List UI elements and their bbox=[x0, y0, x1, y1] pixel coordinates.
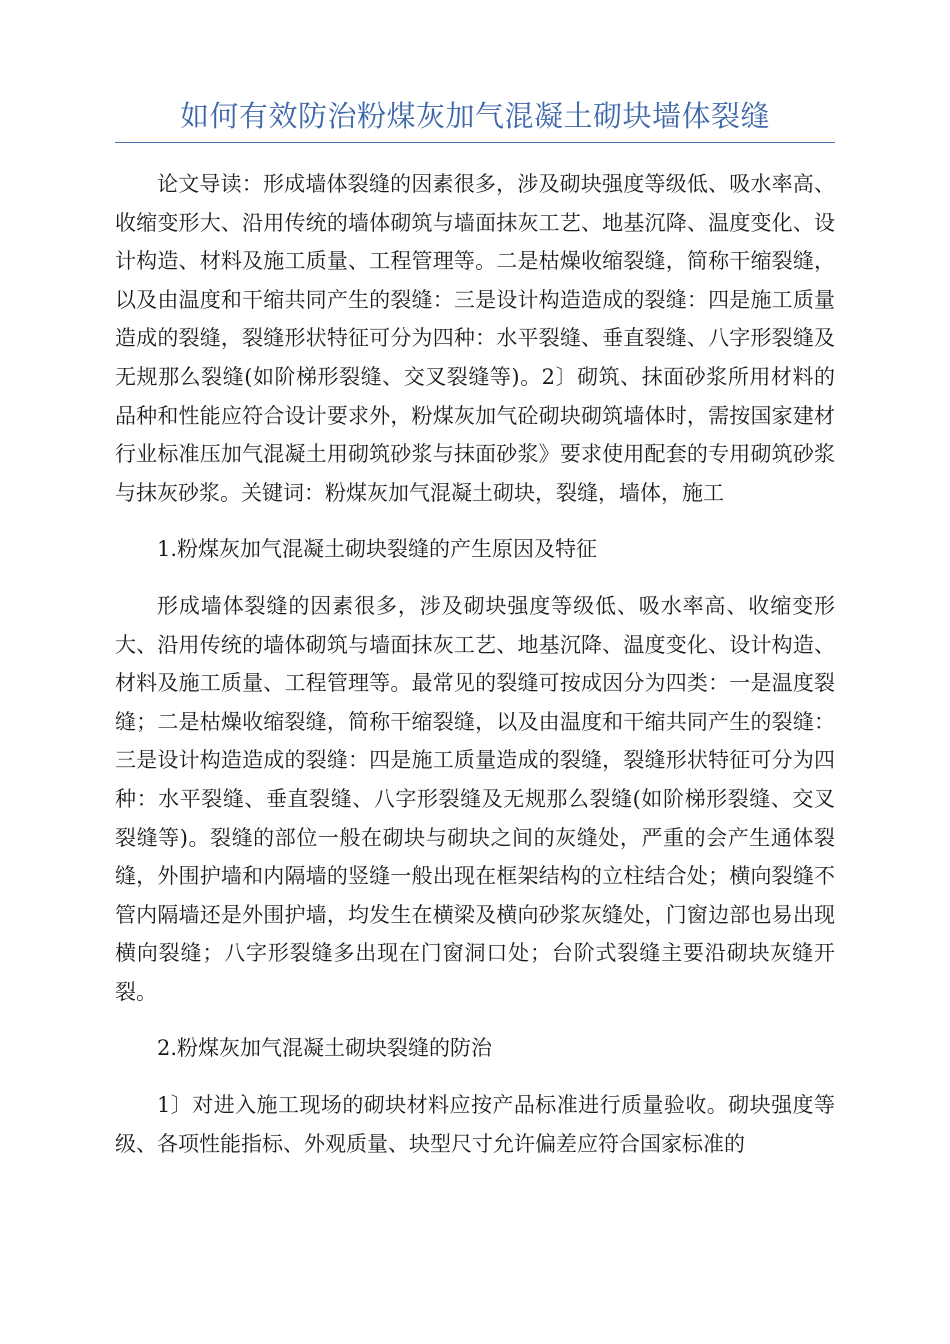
abstract-paragraph: 论文导读：形成墙体裂缝的因素很多，涉及砌块强度等级低、吸水率高、收缩变形大、沿用传统的墙体砌筑与墙面抹灰工艺、地基沉降、温度变化、设计构造、材料及施工质量、工程管理等。二是枯燥收缩裂缝，简称干缩裂缝，以及由温度和干缩共同产生的裂缝：三是设计构造造成的裂缝：四是施工质量造成的裂缝，裂缝形状特征可分为四种：水平裂缝、垂直裂缝、八字形裂缝及无规那么裂缝(如阶梯形裂缝、交叉裂缝等)。2〕砌筑、抹面砂浆所用材料的品种和性能应符合设计要求外，粉煤灰加气砼砌块砌筑墙体时，需按国家建材行业标准压加气混凝土用砌筑砂浆与抹面砂浆》要求使用配套的专用砌筑砂浆与抹灰砂浆。关键词：粉煤灰加气混凝土砌块，裂缝，墙体，施工 bbox=[115, 172, 835, 505]
body-paragraph: 形成墙体裂缝的因素很多，涉及砌块强度等级低、吸水率高、收缩变形大、沿用传统的墙体砌筑与墙面抹灰工艺、地基沉降、温度变化、设计构造、材料及施工质量、工程管理等。最常见的裂缝可按成因分为四类：一是温度裂缝；二是枯燥收缩裂缝，简称干缩裂缝，以及由温度和干缩共同产生的裂缝：三是设计构造造成的裂缝：四是施工质量造成的裂缝，裂缝形状特征可分为四种：水平裂缝、垂直裂缝、八字形裂缝及无规那么裂缝(如阶梯形裂缝、交叉裂缝等)。裂缝的部位一般在砌块与砌块之间的灰缝处，严重的会产生通体裂缝，外围护墙和内隔墙的竖缝一般出现在框架结构的立柱结合处；横向裂缝不管内隔墙还是外围护墙，均发生在横梁及横向砂浆灰缝处，门窗边部也易出现横向裂缝；八字形裂缝多出现在门窗洞口处；台阶式裂缝主要沿砌块灰缝开裂。 bbox=[115, 593, 835, 1004]
title-underline bbox=[115, 142, 835, 143]
section-heading-1: 1.粉煤灰加气混凝土砌块裂缝的产生原因及特征 bbox=[157, 537, 598, 562]
document-page bbox=[115, 96, 835, 1181]
document-title: 如何有效防治粉煤灰加气混凝土砌块墙体裂缝 bbox=[179, 99, 770, 133]
body-paragraph: 1〕对进入施工现场的砌块材料应按产品标准进行质量验收。砌块强度等级、各项性能指标、外观质量、块型尺寸允许偏差应符合国家标准的 bbox=[115, 1093, 835, 1156]
section-heading-2: 2.粉煤灰加气混凝土砌块裂缝的防治 bbox=[157, 1036, 493, 1061]
